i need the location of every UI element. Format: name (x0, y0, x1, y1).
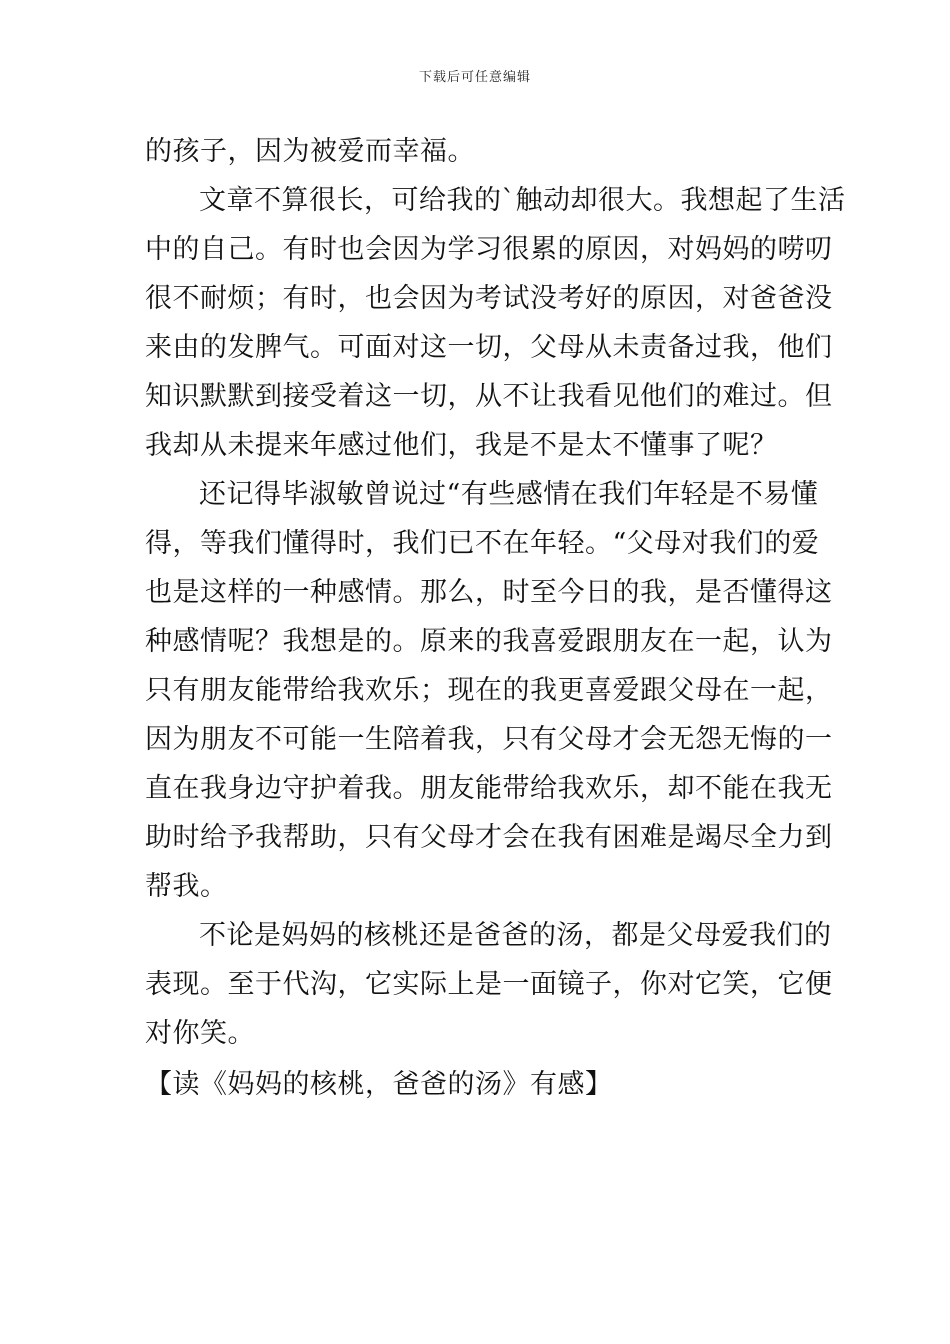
text-line: 我却从未提来年感过他们，我是不是太不懂事了呢？ (145, 430, 778, 461)
text-line: 只有朋友能带给我欢乐；现在的我更喜爱跟父母在一起， (145, 675, 833, 706)
paragraph-start-line: 不论是妈妈的核桃还是爸爸的汤，都是父母爱我们的 (199, 920, 832, 951)
page-header: 下载后可任意编辑 (418, 70, 531, 85)
text-line: 来由的发脾气。可面对这一切，父母从未责备过我，他们 (145, 332, 833, 363)
text-line: 助时给予我帮助，只有父母才会在我有困难是竭尽全力到 (145, 822, 833, 853)
paragraph-start-line: 文章不算很长，可给我的`触动却很大。我想起了生活 (199, 185, 846, 216)
text-line: 很不耐烦；有时，也会因为考试没考好的原因，对爸爸没 (145, 283, 833, 314)
text-line: 的孩子，因为被爱而幸福。 (145, 136, 475, 167)
article-title: 【读《妈妈的核桃，爸爸的汤》有感】 (145, 1069, 613, 1100)
text-line: 表现。至于代沟，它实际上是一面镜子，你对它笑，它便 (145, 969, 833, 1000)
text-line: 对你笑。 (145, 1018, 255, 1049)
text-line: 也是这样的一种感情。那么，时至今日的我，是否懂得这 (145, 577, 833, 608)
text-line: 知识默默到接受着这一切，从不让我看见他们的难过。但 (145, 381, 833, 412)
text-line: 帮我。 (145, 871, 228, 902)
text-line: 种感情呢？我想是的。原来的我喜爱跟朋友在一起，认为 (145, 626, 833, 657)
document-body (145, 127, 846, 1109)
text-line: 得，等我们懂得时，我们已不在年轻。“父母对我们的爱 (145, 528, 820, 559)
text-line: 因为朋友不可能一生陪着我，只有父母才会无怨无悔的一 (145, 724, 833, 755)
text-line: 中的自己。有时也会因为学习很累的原因，对妈妈的唠叨 (145, 234, 833, 265)
text-line: 直在我身边守护着我。朋友能带给我欢乐，却不能在我无 (145, 773, 833, 804)
paragraph-start-line: 还记得毕淑敏曾说过“有些感情在我们年轻是不易懂 (199, 479, 819, 510)
